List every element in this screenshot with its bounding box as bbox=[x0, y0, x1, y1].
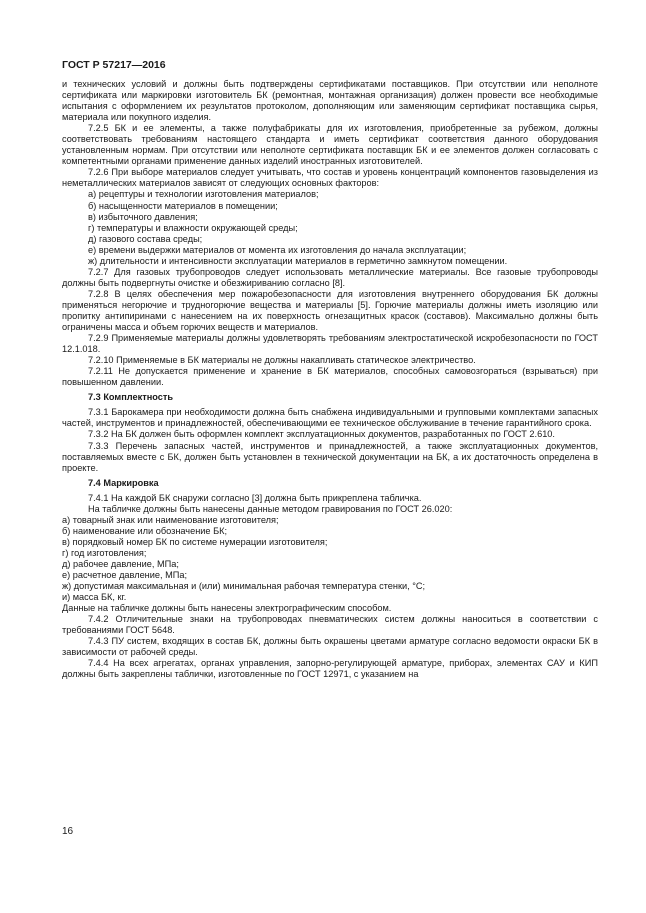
section-heading-7-3: 7.3 Комплектность bbox=[88, 392, 173, 403]
section-heading-7-4: 7.4 Маркировка bbox=[88, 477, 159, 488]
list-item: ж) длительности и интенсивности эксплуатации материалов в герметично замкнутом помещении. bbox=[88, 255, 508, 266]
list-item: б) насыщенности материалов в помещении; bbox=[88, 200, 278, 211]
clause-7-4-3: 7.4.3 ПУ систем, входящих в состав БК, должны быть окрашены цветами арматуре согласно ведомости окраски БК в зависимости от рабочей среды. bbox=[62, 636, 598, 658]
document-body bbox=[62, 79, 598, 680]
list-item: и) масса БК, кг. bbox=[62, 592, 127, 603]
clause-7-3-3: 7.3.3 Перечень запасных частей, инструментов и принадлежностей, а также эксплуатационных документов, поставляемых вместе с БК, должен быть установлен в технической документации на БК, а их достаточность определена в проекте. bbox=[62, 440, 598, 473]
clause-7-2-7: 7.2.7 Для газовых трубопроводов следует использовать металлические материалы. Все газовые трубопроводы должны быть подвергнуты очистке и обезжириванию согласно [8]. bbox=[62, 266, 598, 288]
list-item: а) товарный знак или наименование изготовителя; bbox=[62, 514, 279, 525]
clause-7-2-9: 7.2.9 Применяемые материалы должны удовлетворять требованиям электростатической искробезопасности по ГОСТ 12.1.018. bbox=[62, 333, 598, 355]
paragraph: и технических условий и должны быть подтверждены сертификатами поставщиков. При отсутствии или неполноте сертификата или маркировки изготовитель БК (ремонтная, монтажная организация) должен провести все необходимые испытания с оформлением их результатов протоколом, дополняющим или заменяющим сертификат поставщика сырья, материала или покупного изделия. bbox=[62, 79, 598, 123]
clause-7-2-11: 7.2.11 Не допускается применение и хранение в БК материалов, способных самовозгораться (взрываться) при повышенном давлении. bbox=[62, 366, 598, 388]
clause-7-2-6: 7.2.6 При выборе материалов следует учитывать, что состав и уровень концентраций компонентов газовыделения из неметаллических материалов зависят от следующих основных факторов: bbox=[62, 167, 598, 189]
list-item: а) рецептуры и технологии изготовления материалов; bbox=[88, 189, 319, 200]
list-item: е) расчетное давление, МПа; bbox=[62, 570, 188, 581]
clause-7-2-10: 7.2.10 Применяемые в БК материалы не должны накапливать статическое электричество. bbox=[88, 355, 476, 366]
clause-7-4-4: 7.4.4 На всех агрегатах, органах управления, запорно-регулирующей арматуре, приборах, элементах САУ и КИП должны быть закреплены таблички, изготовленные по ГОСТ 12971, с указанием на bbox=[62, 658, 598, 680]
clause-7-2-8: 7.2.8 В целях обеспечения мер пожаробезопасности для изготовления внутреннего оборудования БК должны применяться негорючие и трудногорючие вещества и материалы [5]. Горючие материалы должны иметь изоляцию или пропитку антипиринами с нанесением на их поверхность огнезащитных красок (составов). Максимально должны быть ограничены масса и объем горючих веществ и материалов. bbox=[62, 288, 598, 333]
list-item: г) год изготовления; bbox=[62, 547, 147, 558]
paragraph: Данные на табличке должны быть нанесены электрографическим способом. bbox=[62, 603, 392, 614]
clause-7-2-5: 7.2.5 БК и ее элементы, а также полуфабрикаты для их изготовления, приобретенные за рубежом, должны соответствовать требованиям настоящего стандарта и иметь сертификат соответствия данного оборудования установленным нормам. При отсутствии или неполноте сертификата поставщик БК и ее элементов должен согласовать с компетентными органами применение данных изделий иностранных изготовителей. bbox=[62, 123, 598, 167]
paragraph: На табличке должны быть нанесены данные методом гравирования по ГОСТ 26.020: bbox=[88, 503, 453, 514]
list-item: в) порядковый номер БК по системе нумерации изготовителя; bbox=[62, 536, 328, 547]
clause-7-3-2: 7.3.2 На БК должен быть оформлен комплект эксплуатационных документов, разработанных по ГОСТ 2.610. bbox=[88, 429, 555, 440]
page-number: 16 bbox=[62, 826, 74, 837]
list-item: ж) допустимая максимальная и (или) минимальная рабочая температура стенки, °С; bbox=[62, 581, 426, 592]
list-item: в) избыточного давления; bbox=[88, 211, 198, 222]
list-item: б) наименование или обозначение БК; bbox=[62, 525, 228, 536]
document-header: ГОСТ Р 57217—2016 bbox=[62, 59, 166, 71]
list-item: д) рабочее давление, МПа; bbox=[62, 558, 179, 569]
clause-7-3-1: 7.3.1 Барокамера при необходимости должна быть снабжена индивидуальными и групповыми комплектами запасных частей, инструментов и принадлежностей, обеспечивающими ее техническое обслуживание в течение гарантийного срока. bbox=[62, 407, 598, 429]
list-item: е) времени выдержки материалов от момента их изготовления до начала эксплуатации; bbox=[88, 244, 467, 255]
list-item: д) газового состава среды; bbox=[88, 233, 203, 244]
clause-7-4-1: 7.4.1 На каждой БК снаружи согласно [3] должна быть прикреплена табличка. bbox=[88, 492, 422, 503]
list-item: г) температуры и влажности окружающей среды; bbox=[88, 222, 298, 233]
clause-7-4-2: 7.4.2 Отличительные знаки на трубопроводах пневматических систем должны наноситься в соответствии с требованиями ГОСТ 5648. bbox=[62, 614, 598, 636]
